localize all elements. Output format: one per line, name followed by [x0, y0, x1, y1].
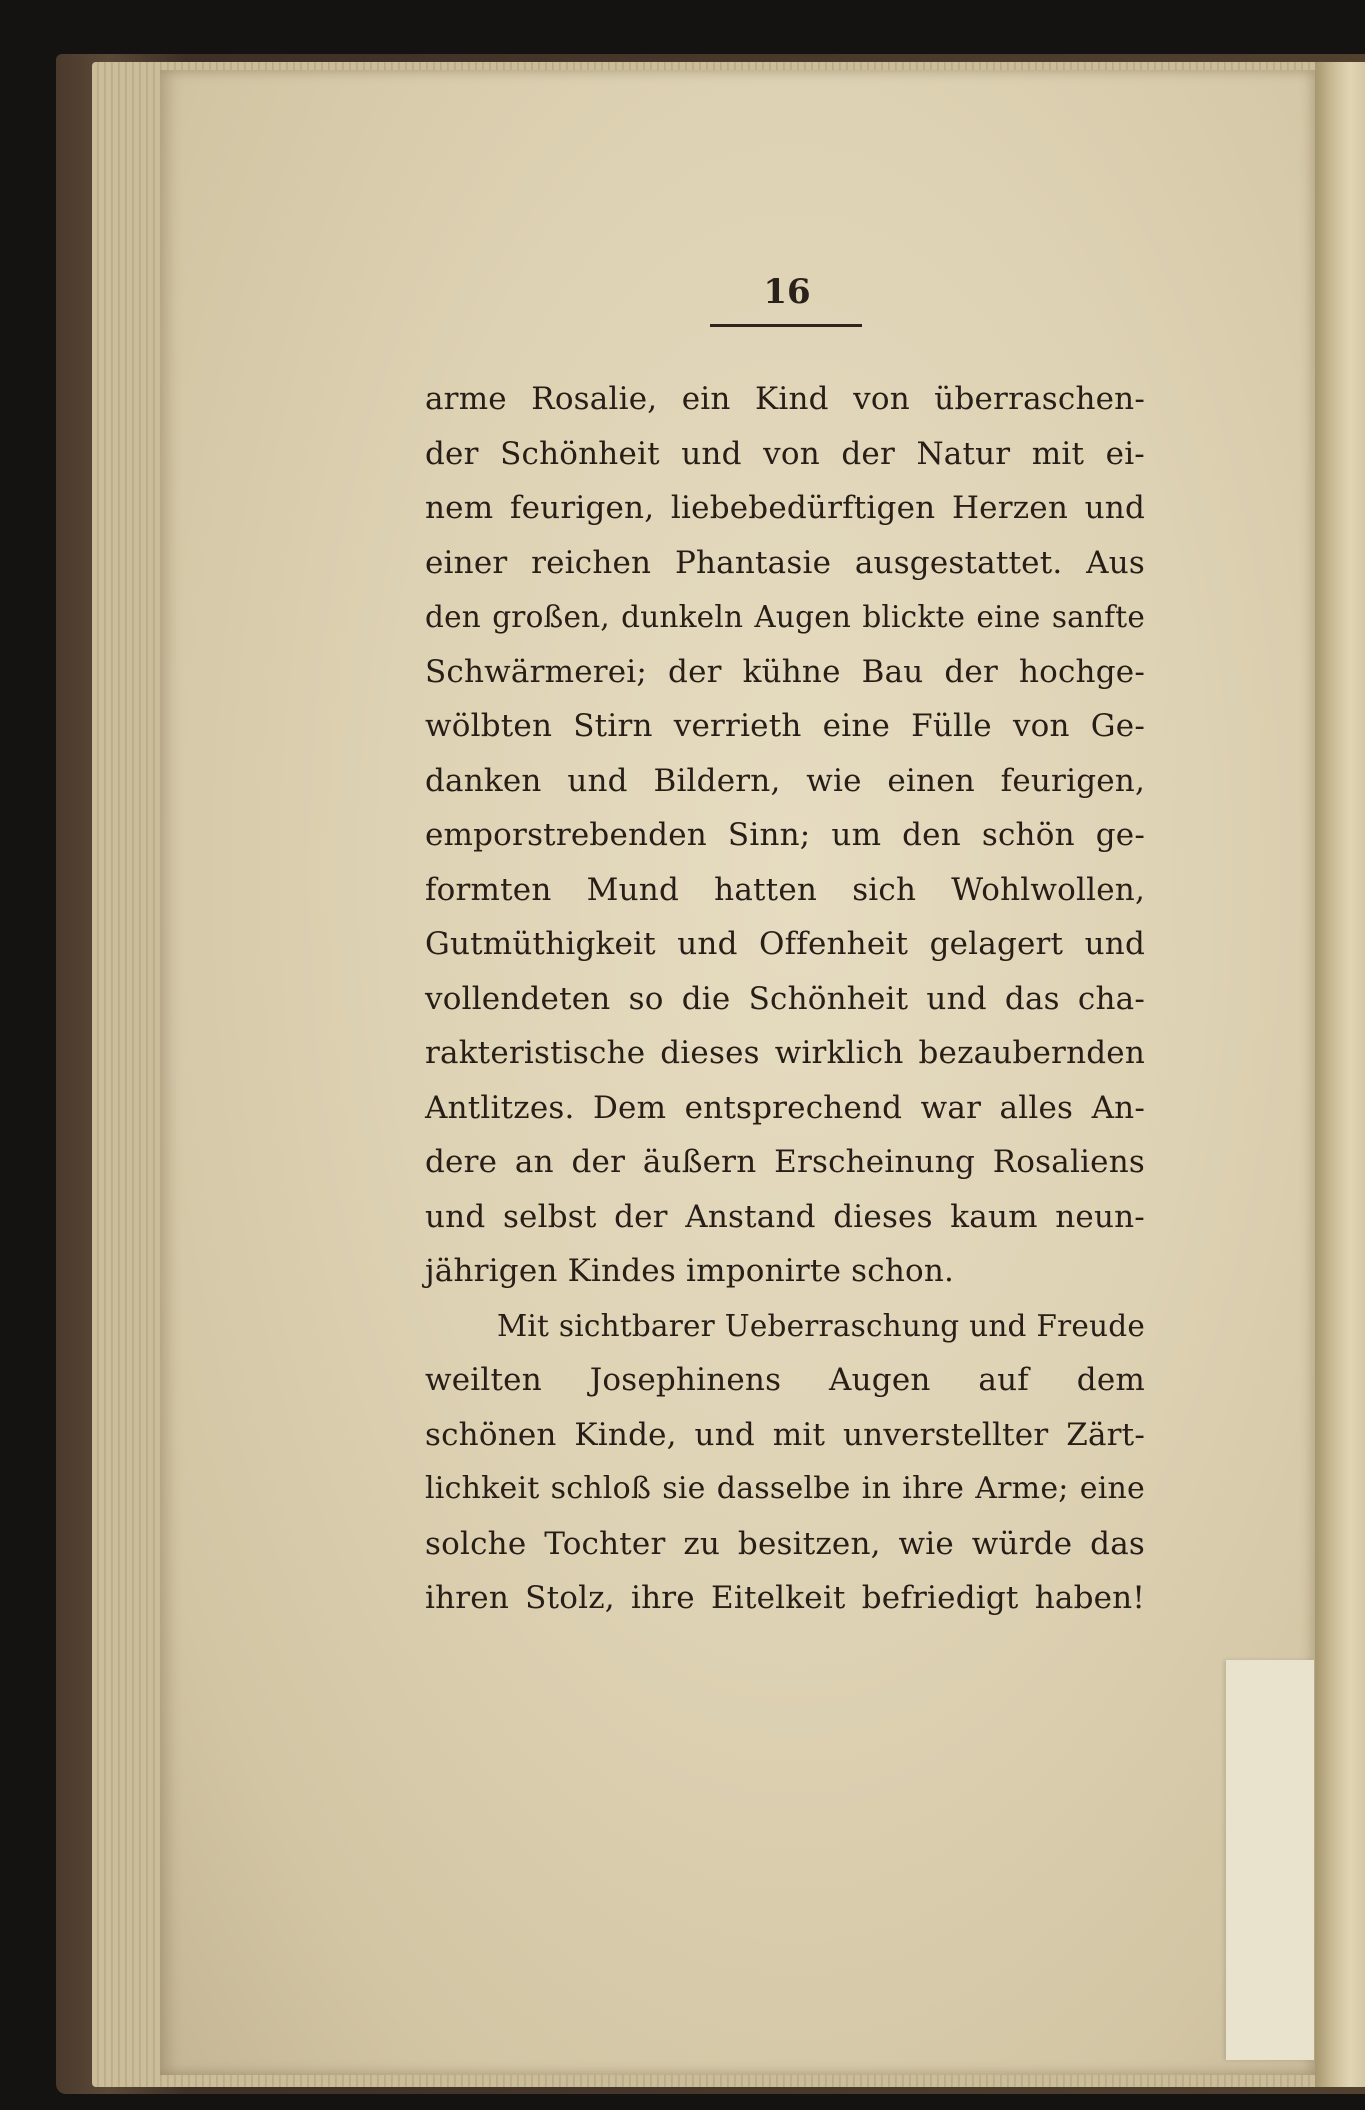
paper-slip [1226, 1660, 1314, 2060]
page-number: 16 [763, 272, 811, 312]
text-line: Schwärmerei; der kühne Bau der hochge- [425, 653, 1145, 690]
text-line: der Schönheit und von der Natur mit ei- [425, 435, 1145, 472]
text-line: arme Rosalie, ein Kind von überraschen- [425, 381, 1145, 417]
text-line: dere an der äußern Erscheinung Rosaliens [425, 1144, 1145, 1180]
text-line: nem feurigen, liebebedürftigen Herzen und [425, 490, 1145, 526]
text-line: danken und Bildern, wie einen feurigen, [425, 762, 1145, 799]
text-line: und selbst der Anstand dieses kaum neun- [425, 1198, 1145, 1235]
book-gutter [1315, 62, 1365, 2087]
text-line: den großen, dunkeln Augen blickte eine sanfte [425, 600, 1145, 634]
text-line: wölbten Stirn verrieth eine Fülle von Ge- [425, 708, 1145, 744]
text-line: formten Mund hatten sich Wohlwollen, [425, 871, 1145, 908]
text-line: rakteristische dieses wirklich bezaubernden [425, 1035, 1145, 1071]
text-line: weilten Josephinens Augen auf dem [425, 1362, 1145, 1398]
body-text [425, 372, 1145, 1626]
text-line: schönen Kinde, und mit unverstellter Zärt- [425, 1416, 1145, 1453]
text-line: lichkeit schloß sie dasselbe in ihre Arme; eine [425, 1471, 1145, 1506]
text-line: solche Tochter zu besitzen, wie würde das [425, 1525, 1145, 1562]
text-line: Antlitzes. Dem entsprechend war alles An- [425, 1089, 1145, 1126]
page-number-rule [710, 324, 862, 327]
text-line: ihren Stolz, ihre Eitelkeit befriedigt haben! [425, 1580, 1145, 1616]
text-line: Mit sichtbarer Ueberraschung und Freude [497, 1308, 1145, 1343]
text-line: einer reichen Phantasie ausgestattet. Aus [425, 544, 1145, 581]
text-line: Gutmüthigkeit und Offenheit gelagert und [425, 926, 1145, 962]
text-line: vollendeten so die Schönheit und das cha- [425, 980, 1145, 1017]
text-line: emporstrebenden Sinn; um den schön ge- [425, 817, 1145, 853]
text-line: jährigen Kindes imponirte schon. [425, 1253, 955, 1289]
